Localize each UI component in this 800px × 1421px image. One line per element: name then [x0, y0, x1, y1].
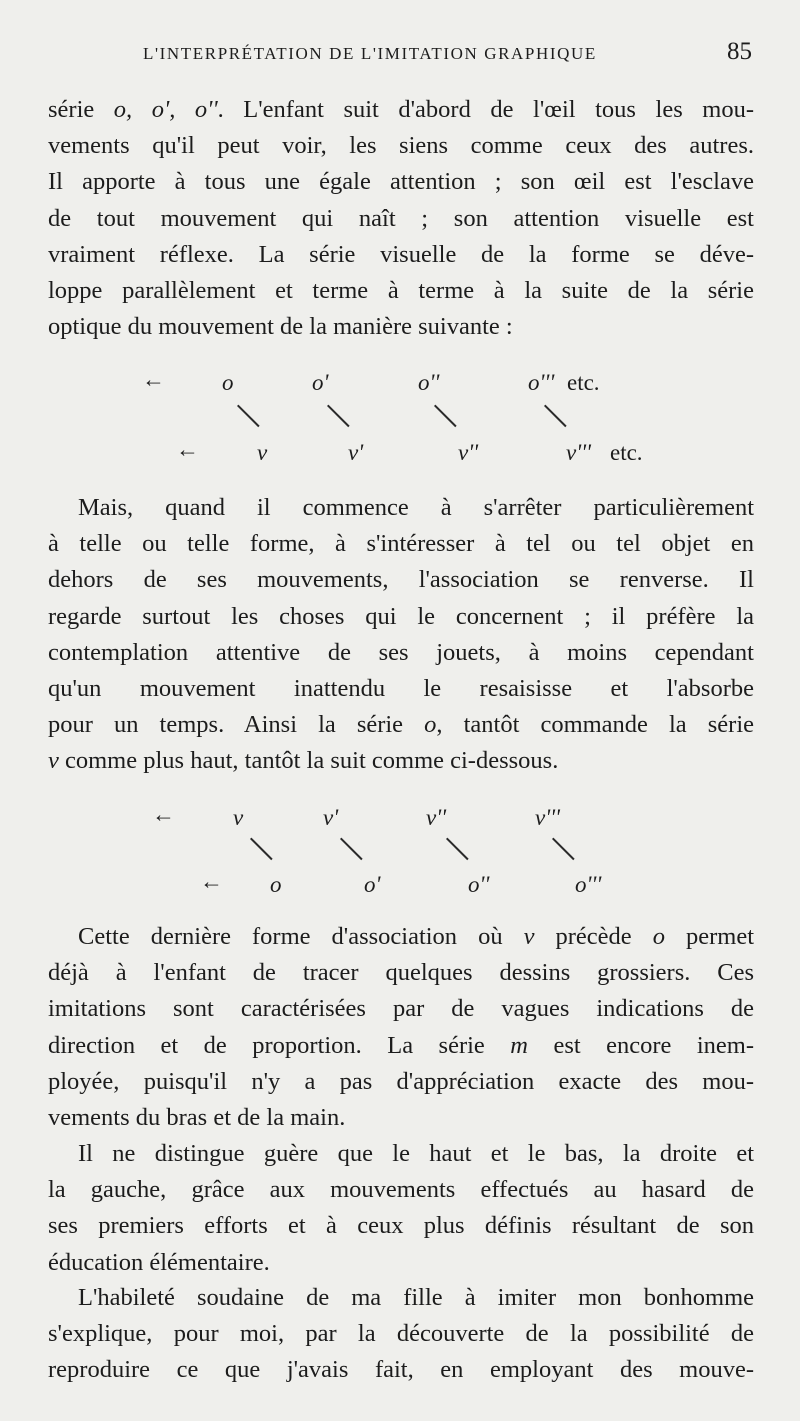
- text-line: série o, o', o''. L'enfant suit d'abord de l'œil tous les mou-: [48, 96, 754, 123]
- text-line: L'habileté soudaine de ma fille à imiter mon bonhomme: [78, 1284, 754, 1311]
- text-line: v comme plus haut, tantôt la suit comme ci-dessous.: [48, 747, 559, 775]
- text-line: Il ne distingue guère que le haut et le bas, la droite et: [78, 1140, 754, 1167]
- etc-label: etc.: [610, 440, 643, 465]
- running-title: L'INTERPRÉTATION DE L'IMITATION GRAPHIQUE: [143, 44, 597, 63]
- left-arrow-icon: ←: [142, 367, 165, 392]
- diagonal-connector-icon: [552, 839, 553, 867]
- text-line: vements qu'il peut voir, les siens comme ceux des autres.: [48, 132, 754, 160]
- series-term: v''': [535, 805, 560, 830]
- text-line: s'explique, pour moi, par la découverte de la possibilité de: [48, 1320, 754, 1348]
- paragraph-5: [48, 1280, 754, 1389]
- text-line: ses premiers efforts et à ceux plus définis résultant de son: [48, 1212, 754, 1240]
- series-term: v': [348, 440, 364, 465]
- association-diagram-2: [0, 797, 800, 897]
- diagonal-connector-icon: [434, 406, 435, 434]
- text-line: ployée, puisqu'il n'y a pas d'appréciation exacte des mou-: [48, 1067, 754, 1095]
- text-line: Il apporte à tous une égale attention ; son œil est l'esclave: [48, 168, 754, 196]
- text-line: Cette dernière forme d'association où v précède o permet: [78, 923, 754, 950]
- text-line: direction et de proportion. La série m est encore inem-: [48, 1031, 754, 1059]
- series-term: o': [312, 370, 329, 395]
- series-term: v: [233, 805, 244, 830]
- left-arrow-icon: ←: [152, 802, 175, 827]
- etc-label: etc.: [567, 370, 600, 395]
- text-line: à telle ou telle forme, à s'intéresser à tel ou tel objet en: [48, 530, 754, 558]
- diagonal-connector-icon: [446, 839, 447, 867]
- series-term: o'': [418, 370, 440, 395]
- text-line: contemplation attentive de ses jouets, à moins cependant: [48, 638, 754, 666]
- text-line: loppe parallèlement et terme à terme à la suite de la série: [48, 277, 754, 305]
- text-line: éducation élémentaire.: [48, 1248, 270, 1276]
- diagonal-connector-icon: [237, 406, 238, 434]
- series-term: o': [364, 872, 381, 897]
- series-term: o''': [528, 370, 555, 395]
- text-line: vements du bras et de la main.: [48, 1104, 346, 1132]
- series-term: v'': [458, 440, 479, 465]
- text-line: regarde surtout les choses qui le concernent ; il préfère la: [48, 602, 754, 630]
- diagonal-connector-icon: [327, 406, 328, 434]
- series-term: o: [222, 370, 234, 395]
- left-arrow-icon: ←: [200, 869, 223, 894]
- text-line: déjà à l'enfant de tracer quelques dessins grossiers. Ces: [48, 959, 754, 987]
- text-line: imitations sont caractérisées par de vagues indications de: [48, 995, 754, 1023]
- page-number: 85: [727, 38, 752, 65]
- association-diagram-1: [0, 362, 800, 472]
- text-line: de tout mouvement qui naît ; son attention visuelle est: [48, 204, 754, 232]
- left-arrow-icon: ←: [176, 437, 199, 462]
- series-term: o'': [468, 872, 490, 897]
- diagonal-connector-icon: [250, 839, 251, 867]
- diagonal-connector-icon: [544, 406, 545, 434]
- text-line: dehors de ses mouvements, l'association se renverse. Il: [48, 566, 754, 594]
- text-line: pour un temps. Ainsi la série o, tantôt commande la série: [48, 711, 754, 739]
- series-term: v: [257, 440, 268, 465]
- running-head: [48, 38, 754, 68]
- series-term: o''': [575, 872, 602, 897]
- text-line: optique du mouvement de la manière suivante :: [48, 313, 513, 341]
- diagonal-connector-icon: [340, 839, 341, 867]
- paragraph-3: [48, 919, 754, 1136]
- text-line: Mais, quand il commence à s'arrêter particulièrement: [78, 494, 754, 521]
- text-line: vraiment réflexe. La série visuelle de la forme se déve-: [48, 240, 754, 268]
- paragraph-2: [48, 490, 754, 780]
- text-line: la gauche, grâce aux mouvements effectués au hasard de: [48, 1176, 754, 1204]
- paragraph-4: [48, 1136, 754, 1281]
- series-term: v': [323, 805, 339, 830]
- series-term: v''': [566, 440, 591, 465]
- series-term: o: [270, 872, 282, 897]
- paragraph-1: [48, 92, 754, 345]
- text-line: qu'un mouvement inattendu le resaisisse et l'absorbe: [48, 675, 754, 703]
- text-line: reproduire ce que j'avais fait, en employant des mouve-: [48, 1356, 754, 1384]
- series-term: v'': [426, 805, 447, 830]
